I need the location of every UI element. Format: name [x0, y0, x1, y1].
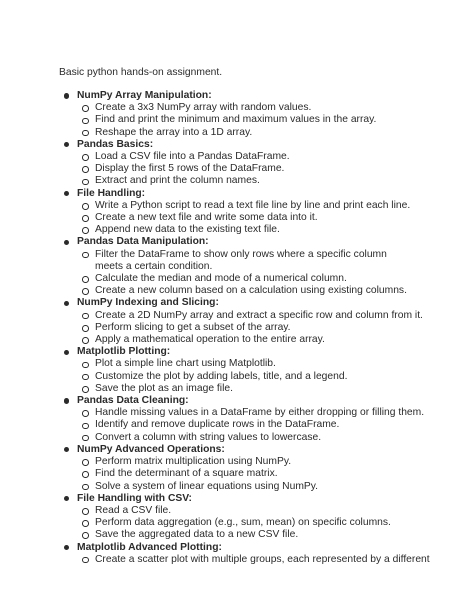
section-title-text: Pandas Data Manipulation:: [77, 236, 209, 248]
sub-list: [64, 310, 434, 347]
list-item: [82, 127, 434, 139]
list-item: [82, 456, 434, 468]
circle-bullet-icon: [82, 203, 89, 210]
list-item-text: Perform matrix multiplication using NumPy.: [95, 456, 292, 468]
section-matplotlib-plotting: [64, 346, 434, 395]
list-item: [82, 163, 434, 175]
list-item-text: Solve a system of linear equations using NumPy.: [95, 480, 319, 492]
list-item-text: Save the aggregated data to a new CSV file.: [95, 529, 299, 541]
list-item-text: Create a scatter plot with multiple groups, each represented by a different: [95, 553, 430, 565]
section-title: [64, 236, 434, 248]
sub-list: [64, 554, 434, 566]
section-pandas-data-cleaning: [64, 395, 434, 444]
section-title: [64, 395, 434, 407]
circle-bullet-icon: [82, 105, 89, 112]
section-title: [64, 90, 434, 102]
sub-list: [64, 505, 434, 542]
section-title: [64, 346, 434, 358]
circle-bullet-icon: [82, 484, 89, 491]
bullet-dot-icon: [64, 301, 69, 306]
list-item-text: Convert a column with string values to lowercase.: [95, 431, 322, 443]
list-item: [82, 200, 434, 212]
circle-bullet-icon: [82, 325, 89, 332]
list-item-text: Filter the DataFrame to show only rows where a specific column meets a certain condition.: [95, 248, 387, 272]
section-title-text: File Handling with CSV:: [77, 492, 192, 504]
sub-list: [64, 249, 434, 298]
list-item: [82, 151, 434, 163]
bullet-dot-icon: [64, 447, 69, 452]
list-item-text: Perform data aggregation (e.g., sum, mean) on specific columns.: [95, 517, 391, 529]
section-title-text: Pandas Basics:: [77, 138, 154, 150]
section-numpy-advanced-operations: [64, 444, 434, 493]
circle-bullet-icon: [82, 532, 89, 539]
circle-bullet-icon: [82, 118, 89, 125]
list-item-text: Create a 2D NumPy array and extract a specific row and column from it.: [95, 309, 423, 321]
sub-list: [64, 151, 434, 188]
list-item-text: Find and print the minimum and maximum values in the array.: [95, 114, 377, 126]
list-item-text: Save the plot as an image file.: [95, 382, 233, 394]
list-item: [82, 249, 410, 273]
circle-bullet-icon: [82, 386, 89, 393]
section-title: [64, 297, 434, 309]
list-item-text: Plot a simple line chart using Matplotlib.: [95, 358, 276, 370]
circle-bullet-icon: [82, 374, 89, 381]
sub-list: [64, 456, 434, 493]
circle-bullet-icon: [82, 459, 89, 466]
circle-bullet-icon: [82, 313, 89, 320]
list-item: [82, 334, 434, 346]
circle-bullet-icon: [82, 508, 89, 515]
list-item: [82, 383, 434, 395]
circle-bullet-icon: [82, 423, 89, 430]
circle-bullet-icon: [82, 337, 89, 344]
bullet-dot-icon: [64, 496, 69, 501]
circle-bullet-icon: [82, 288, 89, 295]
section-title-text: File Handling:: [77, 187, 146, 199]
circle-bullet-icon: [82, 215, 89, 222]
bullet-dot-icon: [64, 398, 69, 403]
section-pandas-basics: [64, 139, 434, 188]
section-title: [64, 493, 434, 505]
list-item-text: Write a Python script to read a text file line by line and print each line.: [95, 199, 411, 211]
bullet-dot-icon: [64, 93, 69, 98]
list-item: [82, 432, 434, 444]
circle-bullet-icon: [82, 520, 89, 527]
list-item: [82, 224, 434, 236]
section-numpy-indexing-slicing: [64, 297, 434, 346]
sub-list: [64, 358, 434, 395]
list-item: [82, 505, 434, 517]
section-title-text: Matplotlib Advanced Plotting:: [77, 541, 222, 553]
list-item: [82, 468, 434, 480]
task-list: [64, 90, 434, 566]
list-item: [82, 114, 434, 126]
list-item: [82, 358, 434, 370]
circle-bullet-icon: [82, 557, 89, 564]
circle-bullet-icon: [82, 227, 89, 234]
list-item-text: Create a 3x3 NumPy array with random values.: [95, 102, 312, 114]
bullet-dot-icon: [64, 142, 69, 147]
section-title: [64, 188, 434, 200]
circle-bullet-icon: [82, 154, 89, 161]
list-item: [82, 554, 434, 566]
list-item: [82, 310, 434, 322]
list-item-text: Extract and print the column names.: [95, 175, 260, 187]
circle-bullet-icon: [82, 410, 89, 417]
list-item: [82, 517, 434, 529]
section-pandas-data-manipulation: [64, 236, 434, 297]
list-item-text: Perform slicing to get a subset of the array.: [95, 321, 291, 333]
list-item: [82, 273, 434, 285]
sub-list: [64, 200, 434, 237]
section-title: [64, 444, 434, 456]
bullet-dot-icon: [64, 240, 69, 245]
section-title-text: Matplotlib Plotting:: [77, 346, 171, 358]
section-matplotlib-advanced-plotting: [64, 542, 434, 566]
circle-bullet-icon: [82, 471, 89, 478]
section-title-text: NumPy Indexing and Slicing:: [77, 297, 219, 309]
list-item: [82, 419, 434, 431]
bullet-dot-icon: [64, 191, 69, 196]
circle-bullet-icon: [82, 276, 89, 283]
circle-bullet-icon: [82, 362, 89, 369]
list-item-text: Append new data to the existing text file.: [95, 224, 280, 236]
sub-list: [64, 102, 434, 139]
list-item-text: Find the determinant of a square matrix.: [95, 468, 278, 480]
list-item: [82, 481, 434, 493]
list-item: [82, 285, 434, 297]
section-title-text: Pandas Data Cleaning:: [77, 395, 189, 407]
circle-bullet-icon: [82, 435, 89, 442]
list-item-text: Customize the plot by adding labels, title, and a legend.: [95, 370, 348, 382]
list-item: [82, 407, 434, 419]
list-item: [82, 175, 434, 187]
bullet-dot-icon: [64, 545, 69, 550]
list-item-text: Read a CSV file.: [95, 504, 172, 516]
list-item: [82, 212, 434, 224]
section-title: [64, 139, 434, 151]
list-item: [82, 322, 434, 334]
section-title-text: NumPy Array Manipulation:: [77, 90, 212, 101]
list-item: [82, 371, 434, 383]
section-file-handling-csv: [64, 493, 434, 542]
list-item-text: Create a new text file and write some data into it.: [95, 212, 318, 224]
list-item-text: Apply a mathematical operation to the entire array.: [95, 334, 325, 346]
section-numpy-array-manipulation: [64, 90, 434, 139]
list-item-text: Calculate the median and mode of a numerical column.: [95, 273, 347, 285]
intro-text: Basic python hands-on assignment.: [59, 67, 223, 78]
list-item-text: Load a CSV file into a Pandas DataFrame.: [95, 151, 290, 163]
list-item-text: Identify and remove duplicate rows in the DataFrame.: [95, 419, 340, 431]
list-item-text: Handle missing values in a DataFrame by either dropping or filling them.: [95, 407, 425, 419]
circle-bullet-icon: [82, 130, 89, 137]
bullet-dot-icon: [64, 350, 69, 355]
list-item-text: Reshape the array into a 1D array.: [95, 126, 253, 138]
list-item-text: Create a new column based on a calculation using existing columns.: [95, 285, 407, 297]
circle-bullet-icon: [82, 166, 89, 173]
list-item-text: Display the first 5 rows of the DataFrame.: [95, 163, 285, 175]
list-item: [82, 102, 434, 114]
circle-bullet-icon: [82, 252, 89, 259]
section-title-text: NumPy Advanced Operations:: [77, 443, 225, 455]
circle-bullet-icon: [82, 179, 89, 186]
section-file-handling: [64, 188, 434, 237]
section-title: [64, 542, 434, 554]
list-item: [82, 529, 434, 541]
sub-list: [64, 407, 434, 444]
